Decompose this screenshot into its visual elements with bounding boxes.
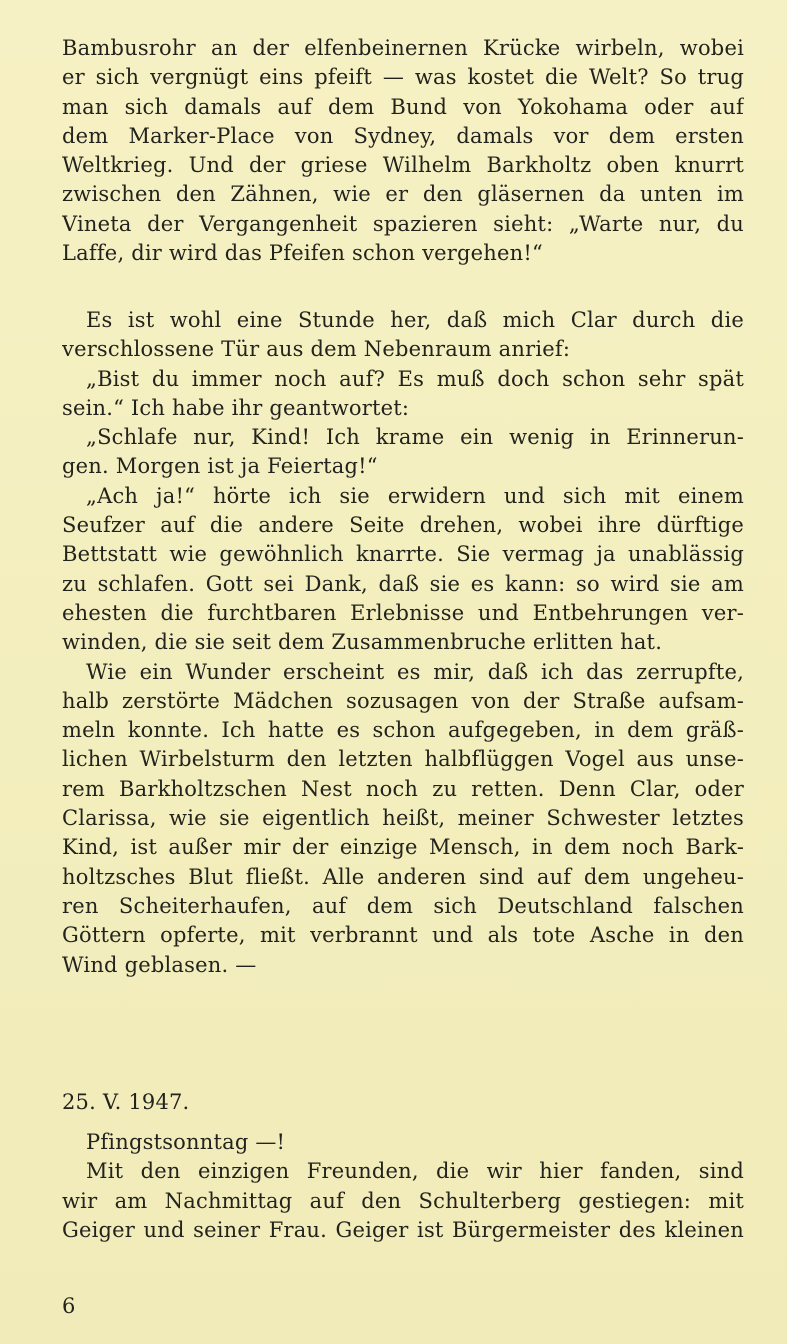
text-line: Clarissa, wie sie eigentlich heißt, meiner Schwester letztes [62,806,744,831]
text-line: Pfingstsonntag —! [86,1130,286,1154]
text-line: winden, die sie seit dem Zusammenbruche erlitten hat. [62,630,663,655]
paragraph-pfingstsonntag [62,1128,744,1245]
text-line: „Bist du immer noch auf? Es muß doch schon sehr spät [86,366,744,391]
text-line: Wie ein Wunder erscheint es mir, daß ich das zerrupfte, [86,659,744,684]
text-line: verschlossene Tür aus dem Nebenraum anrief: [62,337,571,362]
paragraph-clar-dialogue [62,306,744,980]
text-line: lichen Wirbelsturm den letzten halbflüggen Vogel aus unse- [62,747,744,772]
text-line: wir am Nachmittag auf den Schulterberg gestiegen: mit [62,1188,744,1213]
text-line: Vineta der Vergangenheit spazieren sieht: „Warte nur, du [62,211,744,236]
text-line: „Schlafe nur, Kind! Ich krame ein wenig in Erinnerun- [86,425,744,450]
text-line: sein.“ Ich habe ihr geantwortet: [62,395,410,420]
text-line: halb zerstörte Mädchen sozusagen von der Straße aufsam- [62,688,744,713]
text-line: Bettstatt wie gewöhnlich knarrte. Sie vermag ja unablässig [62,542,744,567]
text-line: ehesten die furchtbaren Erlebnisse und Entbehrungen ver- [62,600,744,625]
text-line: Kind, ist außer mir der einzige Mensch, in dem noch Bark- [62,835,744,860]
text-line: Mit den einzigen Freunden, die wir hier fanden, sind [86,1159,744,1184]
text-line: Göttern opferte, mit verbrannt und als tote Asche in den [62,923,744,948]
text-line: Laffe, dir wird das Pfeifen schon vergehen!“ [62,241,543,266]
page-number: 6 [62,1294,76,1318]
text-line: man sich damals auf dem Bund von Yokohama oder auf [62,94,744,119]
text-line: „Ach ja!“ hörte ich sie erwidern und sich mit einem [86,483,744,508]
text-line: Es ist wohl eine Stunde her, daß mich Clar durch die [86,308,744,332]
text-line: Geiger und seiner Frau. Geiger ist Bürgermeister des kleinen [62,1217,744,1242]
text-line: gen. Morgen ist ja Feiertag!“ [62,454,378,479]
text-line: Seufzer auf die andere Seite drehen, wobei ihre dürftige [62,513,744,538]
text-line: dem Marker-Place von Sydney, damals vor dem ersten [62,123,744,148]
text-line: Weltkrieg. Und der griese Wilhelm Barkholtz oben knurrt [62,153,744,178]
text-line: Bambusrohr an der elfenbeinernen Krücke wirbeln, wobei [62,36,744,60]
text-line: zwischen den Zähnen, wie er den gläsernen da unten im [62,182,744,207]
text-line: ren Scheiterhaufen, auf dem sich Deutschland falschen [62,893,744,918]
text-line: rem Barkholtzschen Nest noch zu retten. Denn Clar, oder [62,776,744,801]
text-line: meln konnte. Ich hatte es schon aufgegeben, in dem gräß- [62,718,744,743]
diary-entry-date: 25. V. 1947. [62,1090,190,1114]
paragraph-continuation [62,34,744,268]
text-line: er sich vergnügt eins pfeift — was kostet die Welt? So trug [62,65,744,90]
text-line: Wind geblasen. — [62,952,257,977]
text-line: zu schlafen. Gott sei Dank, daß sie es kann: so wird sie am [62,571,744,596]
text-line: holtzsches Blut fließt. Alle anderen sind auf dem ungeheu- [62,864,744,889]
